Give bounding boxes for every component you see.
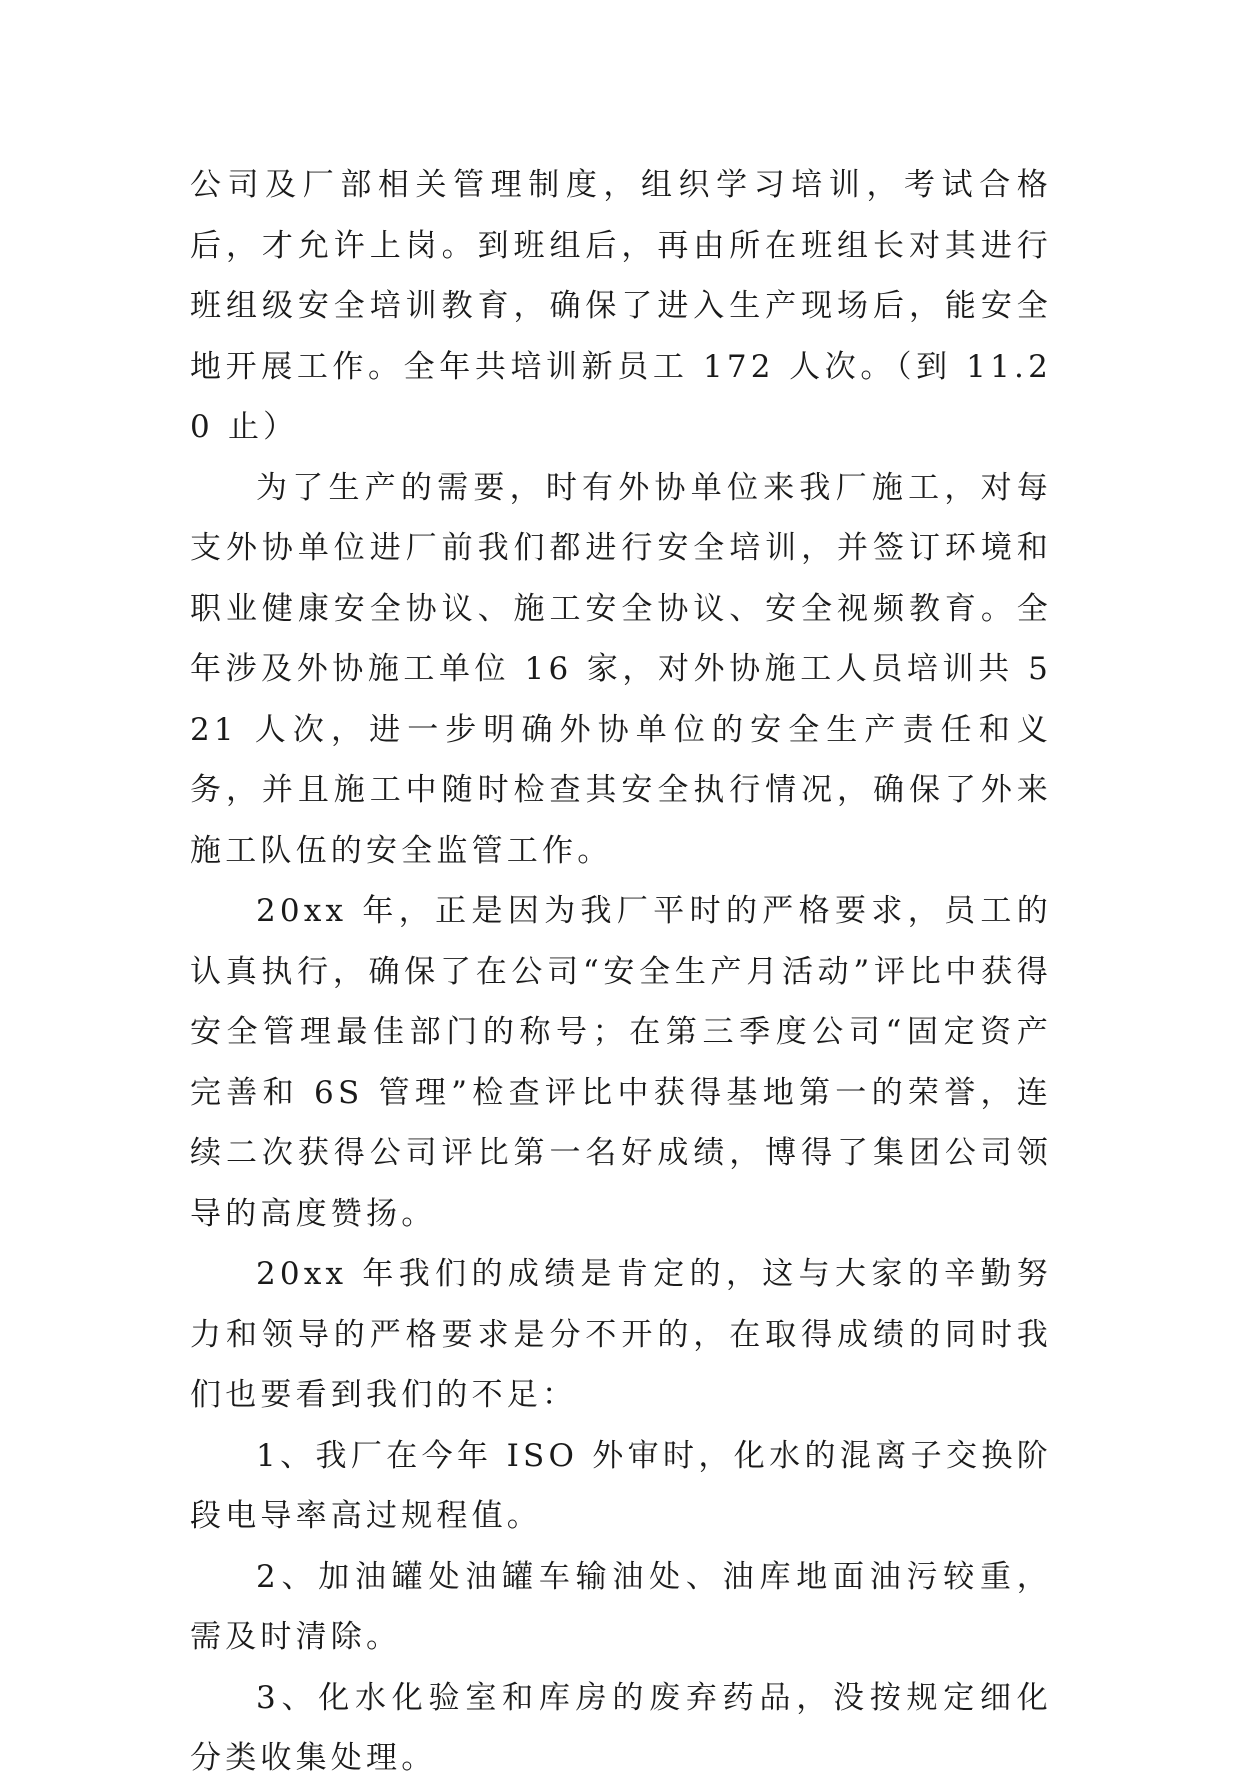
list-item-1: 1、我厂在今年 ISO 外审时，化水的混离子交换阶段电导率高过规程值。 bbox=[190, 1437, 1052, 1534]
paragraph-contractor-training: 为了生产的需要，时有外协单位来我厂施工，对每支外协单位进厂前我们都进行安全培训，并签订环境和职业健康安全协议、施工安全协议、安全视频教育。全年涉及外协施工单位 16 家，对外协施工人员培训共 521 人次，进一步明确外协单位的安全生产责任和义务，并且施工中随时检查其安全执行情况，确保了外来施工队伍的安全监管工作。 bbox=[190, 469, 1052, 869]
list-item-2: 2、加油罐处油罐车输油处、油库地面油污较重，需及时清除。 bbox=[190, 1558, 1052, 1655]
paragraph-continuation: 公司及厂部相关管理制度，组织学习培训，考试合格后，才允许上岗。到班组后，再由所在班组长对其进行班组级安全培训教育，确保了进入生产现场后，能安全地开展工作。全年共培训新员工 172 人次。（到 11.20 止） bbox=[190, 167, 1052, 445]
paragraph-shortcomings-intro: 20xx 年我们的成绩是肯定的，这与大家的辛勤努力和领导的严格要求是分不开的，在取得成绩的同时我们也要看到我们的不足： bbox=[190, 1256, 1052, 1413]
paragraph-achievements: 20xx 年，正是因为我厂平时的严格要求，员工的认真执行，确保了在公司“安全生产月活动”评比中获得安全管理最佳部门的称号；在第三季度公司“固定资产完善和 6S 管理”检查评比中获得基地第一的荣誉，连续二次获得公司评比第一名好成绩，博得了集团公司领导的高度赞扬。 bbox=[190, 893, 1052, 1232]
document-page bbox=[190, 155, 1052, 1789]
list-item-3: 3、化水化验室和库房的废弃药品，没按规定细化分类收集处理。 bbox=[190, 1679, 1052, 1776]
